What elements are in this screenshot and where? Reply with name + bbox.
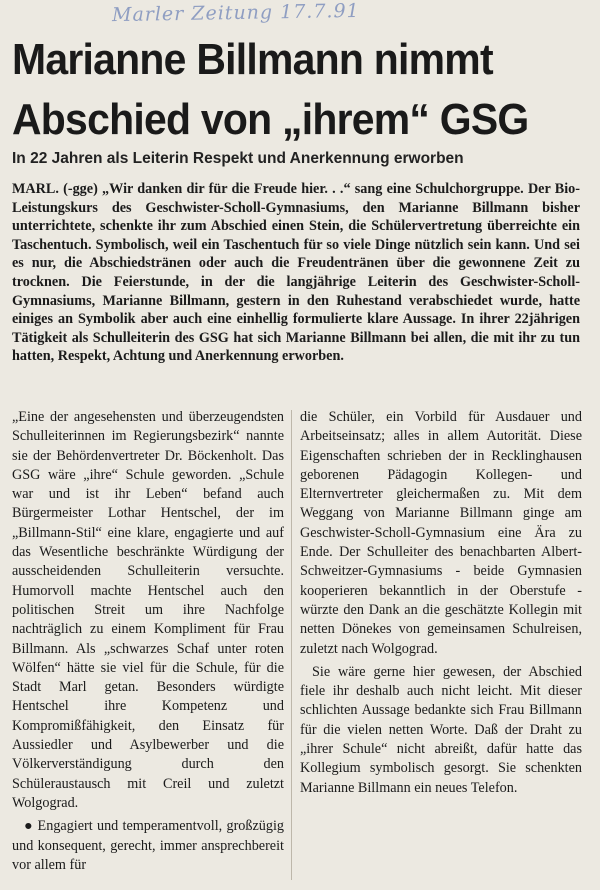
article-column-right xyxy=(300,408,582,798)
headline xyxy=(12,30,551,150)
headline-line-1: Marianne Billmann nimmt xyxy=(12,35,493,84)
column-right-paragraph-1: die Schüler, ein Vorbild für Ausdauer und Arbeitseinsatz; alles in allem Autorität. Diese Eigenschaften schrieben der in Recklinghausen geborenen Pädagogin Kollegen- und Elternvertreter gleichermaßen zu. Mit dem Weggang von Marianne Billmann ginge am Geschwister-Scholl-Gymnasium eine Ära zu Ende. Der Schulleiter des benachbarten Albert-Schweitzer-Gymnasiums - beide Gymnasien kooperieren bekanntlich in der Oberstufe - würzte den Dank an die geschätzte Kollegin mit netten Dönekes von gemeinsamen Schulreisen, zuletzt nach Wolgograd. xyxy=(300,409,582,657)
column-left-paragraph-2: ● Engagiert und temperamentvoll, großzügig und konsequent, gerecht, immer ansprechbereit vor allem für xyxy=(12,818,284,873)
handwritten-source-note: Marler Zeitung 17.7.91 xyxy=(111,0,360,27)
article-column-left xyxy=(12,408,284,875)
lead-paragraph: MARL. (-gge) „Wir danken dir für die Freude hier. . .“ sang eine Schulchorgruppe. Der Bio-Leistungskurs des Geschwister-Scholl-Gymnasiums, den Marianne Billmann bisher unterrichtete, schenkte ihr zum Abschied einen Stein, die Schülervertretung überreichte ein Taschentuch. Symbolisch, weil ein Taschentuch für so viele Dinge nützlich sein kann. Und sei es nur, die Abschiedstränen oder auch die Freudentränen über die gewonnene Zeit zu trocknen. Die Feierstunde, in der die langjährige Leiterin des Geschwister-Scholl-Gymnasiums, Marianne Billmann, gestern in den Ruhestand verabschiedet wurde, hatte einiges an Symbolik aber auch eine einhellig formulierte klare Aussage. In ihrer 22jährigen Tätigkeit als Schulleiterin des GSG hat sich Marianne Billmann bei allen, die mit ihr zu tun hatten, Respekt, Achtung und Anerkennung erworben. xyxy=(12,181,580,365)
column-right-paragraph-2: Sie wäre gerne hier gewesen, der Abschied fiele ihr deshalb auch nicht leicht. Mit dieser schlichten Aussage bedankte sich Frau Billmann für die vielen netten Worte. Daß der Draht zu „ihrer Schule“ nicht abreißt, dafür hatte das Kollegium symbolisch gesorgt. Sie schenkten Marianne Billmann ein neues Telefon. xyxy=(300,663,582,796)
column-divider xyxy=(291,410,292,880)
column-left-paragraph-1: „Eine der angesehensten und überzeugendsten Schulleiterinnen im Regierungsbezirk“ nannte sie der Behördenvertreter Dr. Böckenholt. Das GSG wäre „ihre“ Schule geworden. „Schule war und ist ihr Leben“ befand auch Bürgermeister Lothar Hentschel, der im „Billmann-Stil“ eine klare, engagierte und auf das Wesentliche beschränkte Würdigung der ausscheidenden Schulleiterin versuchte. Humorvoll machte Hentschel auch den politischen Streit um ihre Nachfolge nachträglich zu einem Kompliment für Frau Billmann. Als „schwarzes Schaf unter roten Wölfen“ hätte sie viel für die Schule, für die Stadt Marl getan. Besonders würdigte Hentschel ihre Kompetenz und Kompromißfähigkeit, den Einsatz für Aussiedler und Asylbewerber und die Völkerverständigung durch den Schüleraustausch mit Creil und zuletzt Wolgograd. xyxy=(12,409,284,811)
headline-line-2: Abschied von „ihrem“ GSG xyxy=(12,95,529,144)
subheadline: In 22 Jahren als Leiterin Respekt und Anerkennung erworben xyxy=(12,150,464,167)
